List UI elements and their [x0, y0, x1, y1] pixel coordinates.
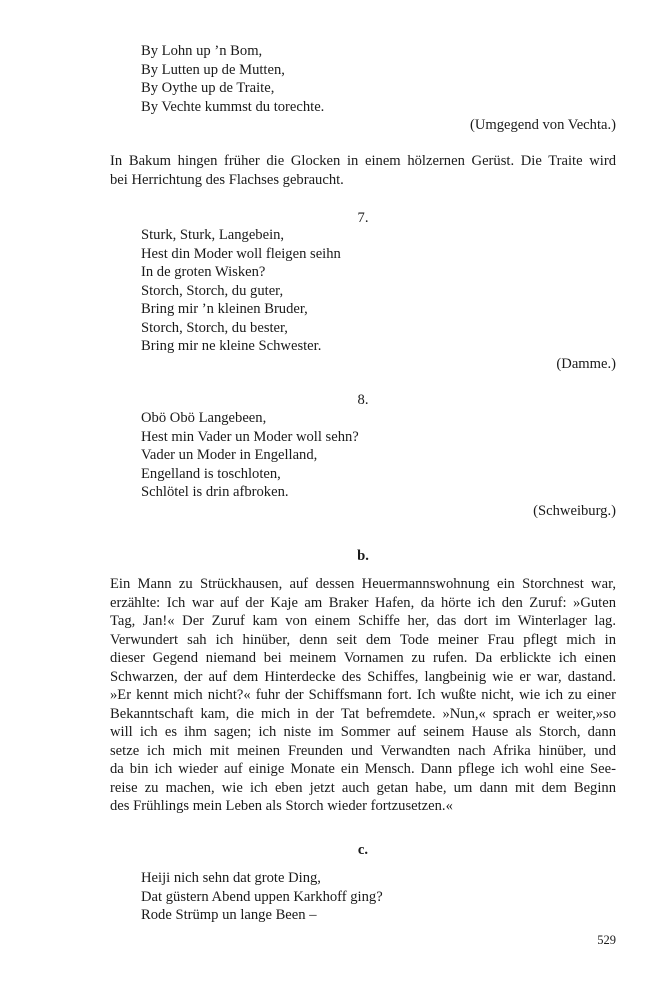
- prose-line: Ein Mann zu Strückhausen, auf dessen Heuermannswohnung ein Storchnest war,: [110, 576, 616, 592]
- attribution-damme: (Damme.): [556, 356, 616, 372]
- prose-line: da bin ich wieder auf einige Monate ein Mensch. Dann pflege ich wohl eine See-: [110, 761, 616, 777]
- verse-line: Engelland is toschloten,: [141, 465, 281, 482]
- verse-line: Bring mir ’n kleinen Bruder,: [141, 301, 308, 317]
- prose-line: Schwarzen, der auf dem Hinterdecke des Schiffes, langbeinig wie er war, dastand.: [110, 668, 616, 685]
- poem-7: [141, 226, 341, 356]
- verse-line: Dat güstern Abend uppen Karkhoff ging?: [141, 888, 383, 905]
- verse-vechta: [141, 42, 324, 116]
- note-bakum: [110, 152, 616, 189]
- verse-line: Hest din Moder woll fleigen seihn: [141, 245, 341, 262]
- poem-8: [141, 409, 359, 502]
- verse-line: By Lutten up de Mutten,: [141, 61, 285, 78]
- verse-line: By Oythe up de Traite,: [141, 80, 275, 96]
- poem-c: [141, 869, 383, 925]
- attribution-vechta: (Umgegend von Vechta.): [469, 117, 616, 133]
- prose-line: will ich es ihm sagen; ich niste im Sommer auf seinem Hause als Storch, dann: [110, 724, 616, 740]
- section-heading-b: b.: [357, 548, 369, 564]
- poem-number-8: 8.: [357, 392, 369, 408]
- section-heading-c: c.: [357, 842, 369, 858]
- verse-line: By Vechte kummst du torechte.: [141, 98, 325, 115]
- attribution-schweiburg: (Schweiburg.): [533, 503, 616, 519]
- verse-line: Sturk, Sturk, Langebein,: [141, 227, 285, 243]
- verse-line: By Lohn up ’n Bom,: [141, 43, 263, 59]
- prose-line: dieser Gegend niemand bei meinem Vornamen zu rufen. Da erblickte ich einen: [110, 650, 616, 666]
- verse-line: Bring mir ne kleine Schwester.: [141, 338, 322, 354]
- verse-line: Heiji nich sehn dat grote Ding,: [141, 870, 321, 886]
- prose-line: Bekanntschaft kam, die mich in der Tat befremdete. »Nun,« sprach er weiter,»so: [110, 705, 616, 722]
- verse-line: Rode Strümp un lange Been –: [141, 907, 317, 923]
- prose-line: Verwundert sah ich hinüber, denn seit dem Tode meiner Frau pflegt mich in: [110, 631, 616, 648]
- poem-number-7: 7.: [357, 210, 369, 226]
- prose-line: erzählte: Ich war auf der Kaje am Braker Hafen, da hörte ich den Zuruf: »Guten: [110, 594, 616, 611]
- prose-line: »Er kennt mich nicht?« fuhr der Schiffsmann fort. Ich wußte nicht, wie ich zu einer: [110, 687, 616, 703]
- prose-line: setze ich mich mit meinen Freunden und Verwandten nach Afrika hinüber, und: [110, 742, 616, 759]
- story-paragraph: [110, 575, 616, 816]
- verse-line: Storch, Storch, du guter,: [141, 282, 284, 299]
- page-number: 529: [597, 933, 616, 947]
- verse-line: In de groten Wisken?: [141, 264, 266, 280]
- prose-line: In Bakum hingen früher die Glocken in einem hölzernen Gerüst. Die Traite wird: [110, 153, 616, 169]
- verse-line: Schlötel is drin afbroken.: [141, 484, 289, 500]
- prose-line: des Frühlings mein Leben als Storch wieder fortzusetzen.«: [110, 798, 453, 814]
- verse-line: Storch, Storch, du bester,: [141, 319, 288, 336]
- verse-line: Obö Obö Langebeen,: [141, 410, 267, 426]
- prose-line: reise zu machen, wie ich eben jetzt auch getan habe, um dann mit dem Beginn: [110, 779, 616, 796]
- verse-line: Vader un Moder in Engelland,: [141, 447, 318, 463]
- verse-line: Hest min Vader un Moder woll sehn?: [141, 428, 359, 445]
- prose-line: bei Herrichtung des Flachses gebraucht.: [110, 171, 344, 188]
- prose-line: Tag, Jan!« Der Zuruf kam von einem Schiffe her, das dort im Winterlager lag.: [110, 613, 616, 629]
